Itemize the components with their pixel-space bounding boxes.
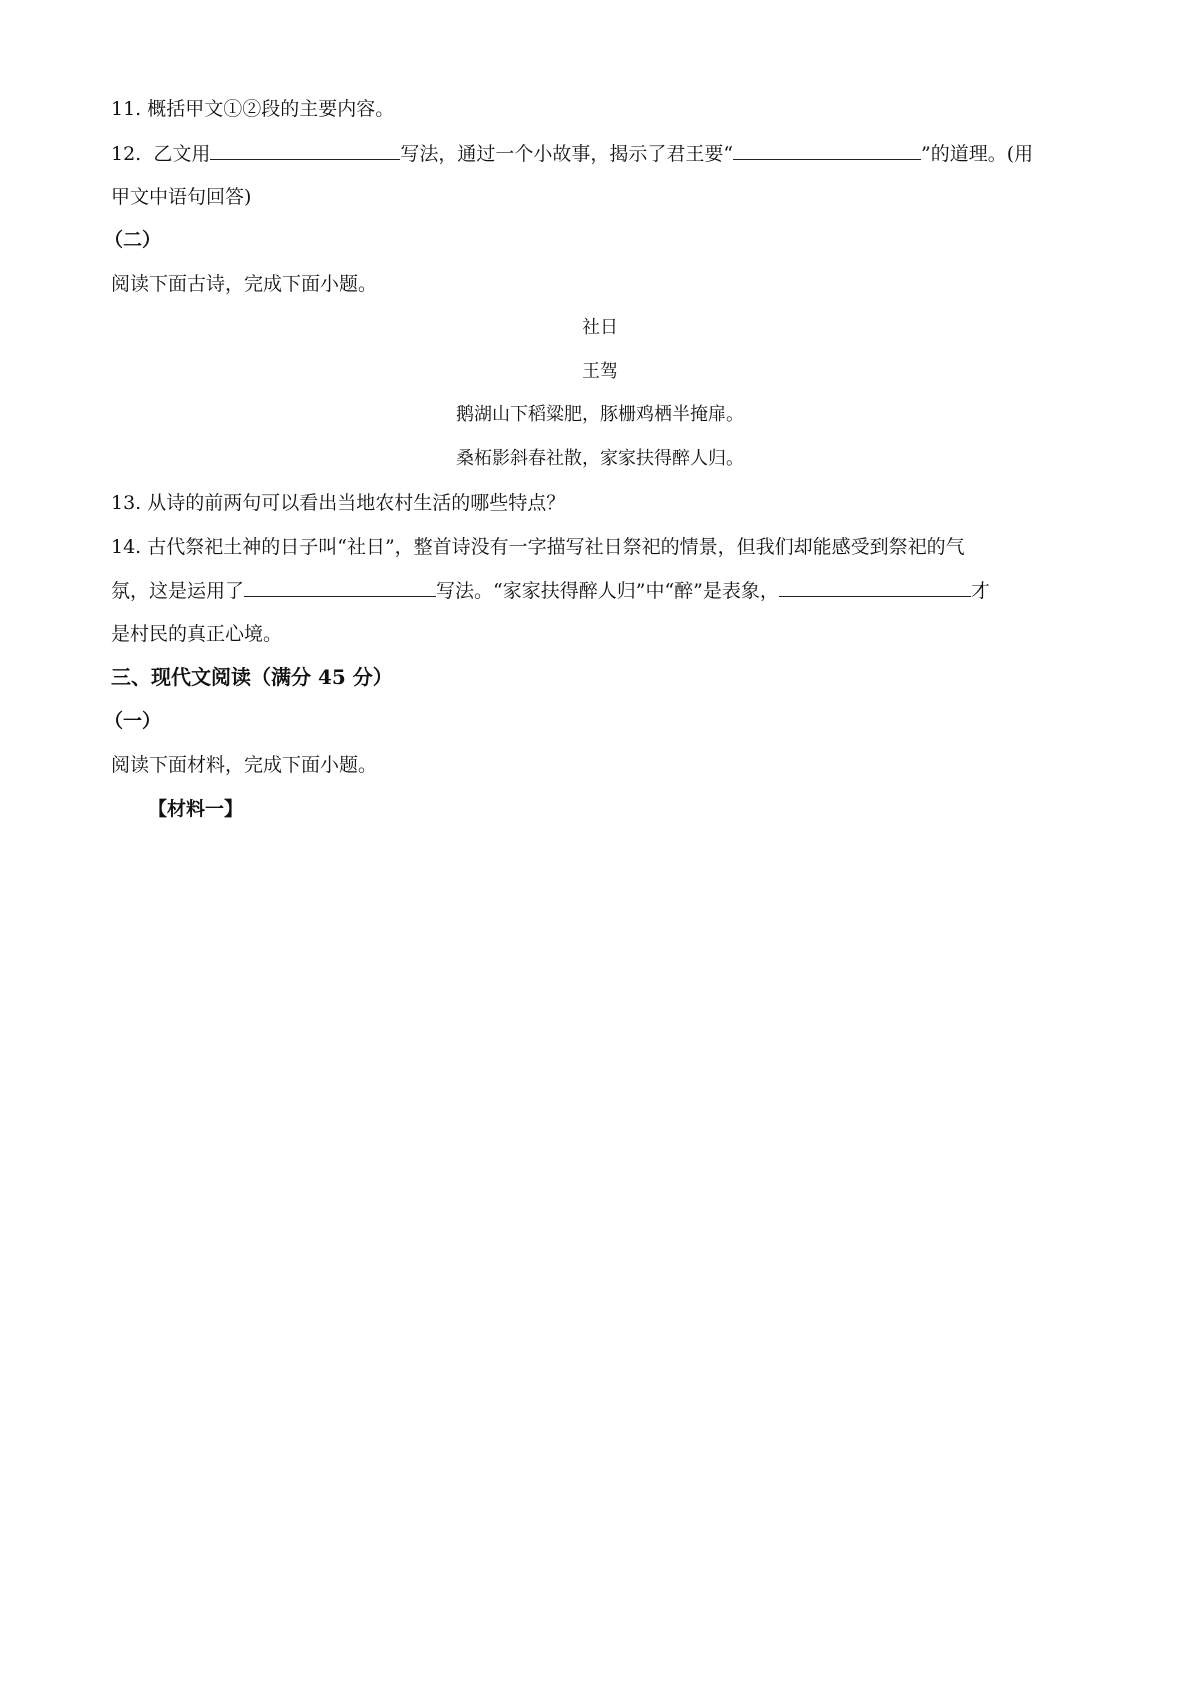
- section-heading-2: （二）: [104, 229, 162, 251]
- question-14-line-2: [111, 578, 990, 603]
- question-13: 13. 从诗的前两句可以看出当地农村生活的哪些特点？: [111, 492, 566, 514]
- answer-blank[interactable]: [244, 578, 436, 597]
- poem-instructions: 阅读下面古诗，完成下面小题。: [111, 273, 378, 295]
- question-11: 11. 概括甲文①②段的主要内容。: [111, 98, 395, 120]
- question-12-text-b: 写法，通过一个小故事，揭示了君王要“: [400, 143, 734, 165]
- question-14-text-a: 氛，这是运用了: [111, 580, 245, 602]
- question-12-text-c: ”的道理。(用: [921, 143, 1034, 165]
- material-label: 【材料一】: [148, 798, 244, 820]
- answer-blank[interactable]: [210, 141, 400, 160]
- material-instructions: 阅读下面材料，完成下面小题。: [111, 754, 378, 776]
- question-12-line-1: [111, 141, 1033, 166]
- answer-blank[interactable]: [733, 141, 921, 160]
- question-12-number: 12.: [111, 143, 142, 165]
- section-heading-3: 三、现代文阅读（满分 45 分）: [111, 665, 393, 689]
- answer-blank[interactable]: [779, 578, 971, 597]
- poem-line-1: 鹅湖山下稻粱肥，豚栅鸡栖半掩扉。: [456, 404, 744, 425]
- question-12-line-2: 甲文中语句回答): [111, 186, 252, 208]
- question-14-line-1: 14. 古代祭祀土神的日子叫“社日”，整首诗没有一字描写社日祭祀的情景，但我们却能感受到祭祀的气: [111, 536, 965, 558]
- question-12-text-a: 乙文用: [153, 143, 211, 165]
- section-subheading-1: （一）: [104, 710, 162, 732]
- poem-line-2: 桑柘影斜春社散，家家扶得醉人归。: [456, 448, 744, 469]
- question-14-text-b: 写法。“家家扶得醉人归”中“醉”是表象，: [436, 580, 779, 602]
- question-14-text-c: 才: [970, 580, 990, 602]
- poem-author: 王驾: [582, 361, 618, 382]
- question-14-line-3: 是村民的真正心境。: [111, 623, 283, 645]
- poem-title: 社日: [582, 317, 618, 338]
